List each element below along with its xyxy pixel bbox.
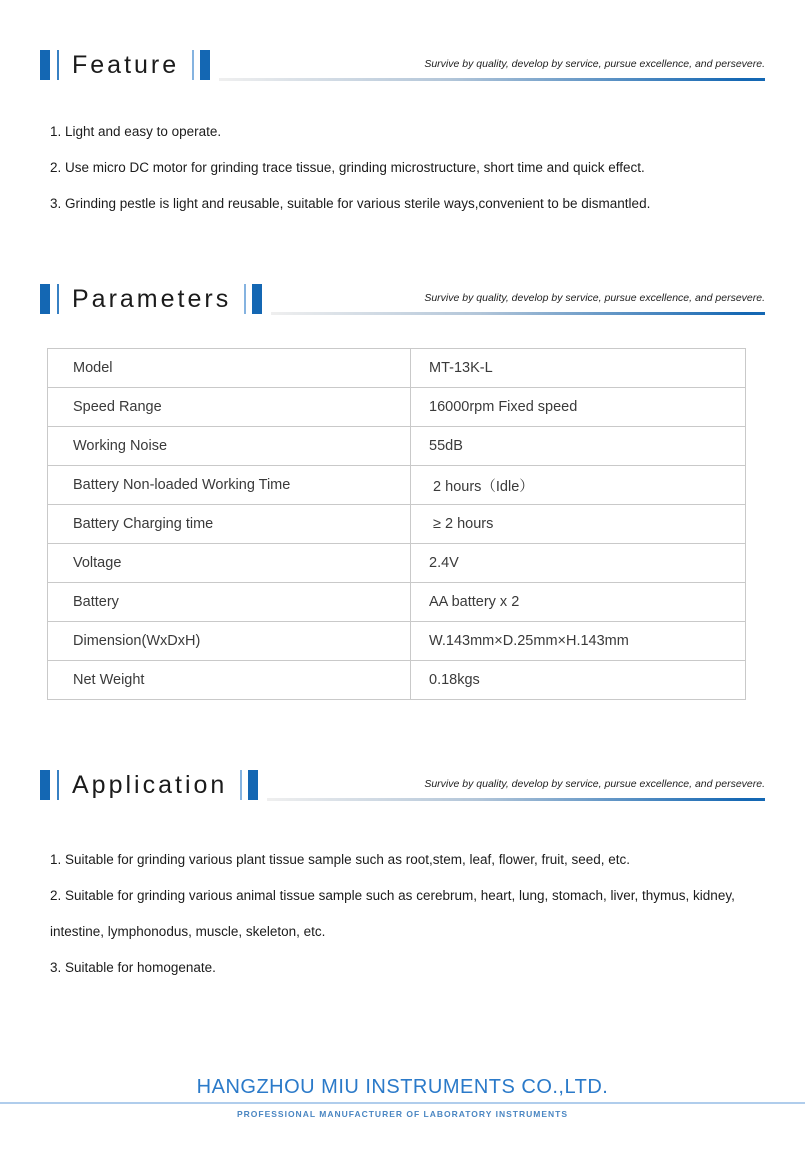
param-value-cell: 55dB: [411, 427, 746, 466]
title-bar-thick-right: [248, 770, 258, 800]
table-row: [48, 505, 746, 544]
param-label-cell: Voltage: [48, 544, 411, 583]
param-label-cell: Battery Non-loaded Working Time: [48, 466, 411, 505]
param-value-cell: 2 hours（Idle）: [411, 466, 746, 505]
param-label-cell: Working Noise: [48, 427, 411, 466]
title-bar-thin-left: [57, 50, 59, 80]
title-bar-thick-right: [200, 50, 210, 80]
title-bar-thick-right: [252, 284, 262, 314]
application-tagline: Survive by quality, develop by service, pursue excellence, and persevere.: [424, 778, 765, 790]
table-row: [48, 466, 746, 505]
feature-section-header: [40, 50, 765, 80]
param-value-cell: MT-13K-L: [411, 349, 746, 388]
parameters-header-right: [262, 284, 765, 314]
parameters-section-header: [40, 284, 765, 314]
param-label-cell: Model: [48, 349, 411, 388]
param-value-cell: W.143mm×D.25mm×H.143mm: [411, 622, 746, 661]
list-item: 1. Suitable for grinding various plant tissue sample such as root,stem, leaf, flower, fruit, seed, etc.: [50, 852, 631, 867]
feature-tagline: Survive by quality, develop by service, pursue excellence, and persevere.: [424, 58, 765, 70]
title-bar-thin-right: [244, 284, 246, 314]
application-list: [50, 842, 742, 986]
list-item: 3. Grinding pestle is light and reusable, suitable for various sterile ways,convenient to be dismantled.: [50, 196, 651, 211]
table-row: [48, 622, 746, 661]
table-row: [48, 661, 746, 700]
list-item: 1. Light and easy to operate.: [50, 124, 222, 139]
application-header-right: [258, 770, 765, 800]
feature-header-right: [210, 50, 765, 80]
table-row: [48, 349, 746, 388]
gradient-divider-line: [219, 78, 765, 81]
title-bar-thick-left: [40, 50, 50, 80]
footer-company-name: HANGZHOU MIU INSTRUMENTS CO.,LTD.: [196, 1076, 609, 1098]
title-bar-thin-left: [57, 770, 59, 800]
gradient-divider-line: [271, 312, 765, 315]
title-bar-thin-right: [192, 50, 194, 80]
table-row: [48, 583, 746, 622]
table-row: [48, 544, 746, 583]
param-value-cell: ≥ 2 hours: [411, 505, 746, 544]
parameters-tagline: Survive by quality, develop by service, pursue excellence, and persevere.: [424, 292, 765, 304]
title-bar-thick-left: [40, 284, 50, 314]
gradient-divider-line: [267, 798, 765, 801]
param-value-cell: 16000rpm Fixed speed: [411, 388, 746, 427]
table-row: [48, 388, 746, 427]
feature-list: [50, 114, 767, 222]
title-bar-thin-right: [240, 770, 242, 800]
param-label-cell: Dimension(WxDxH): [48, 622, 411, 661]
param-label-cell: Speed Range: [48, 388, 411, 427]
parameters-table: [47, 348, 746, 700]
footer-divider-line: [0, 1102, 805, 1104]
parameters-section-title: Parameters: [72, 285, 232, 313]
param-label-cell: Battery: [48, 583, 411, 622]
param-label-cell: Battery Charging time: [48, 505, 411, 544]
application-section-header: [40, 770, 765, 800]
feature-title-block: [40, 50, 210, 80]
list-item: 2. Suitable for grinding various animal tissue sample such as cerebrum, heart, lung, stomach, liver, thymus, kidney, intestine, lymphonodus, muscle, skeleton, etc.: [50, 888, 735, 939]
footer-subtitle: PROFESSIONAL MANUFACTURER OF LABORATORY INSTRUMENTS: [236, 1109, 569, 1119]
application-title-block: [40, 770, 258, 800]
list-item: 3. Suitable for homogenate.: [50, 960, 216, 975]
title-bar-thin-left: [57, 284, 59, 314]
title-bar-thick-left: [40, 770, 50, 800]
param-value-cell: AA battery x 2: [411, 583, 746, 622]
parameters-title-block: [40, 284, 262, 314]
list-item: 2. Use micro DC motor for grinding trace tissue, grinding microstructure, short time and quick effect.: [50, 160, 645, 175]
param-label-cell: Net Weight: [48, 661, 411, 700]
param-value-cell: 0.18kgs: [411, 661, 746, 700]
application-section-title: Application: [72, 771, 228, 799]
table-row: [48, 427, 746, 466]
param-value-cell: 2.4V: [411, 544, 746, 583]
feature-section-title: Feature: [72, 51, 180, 79]
